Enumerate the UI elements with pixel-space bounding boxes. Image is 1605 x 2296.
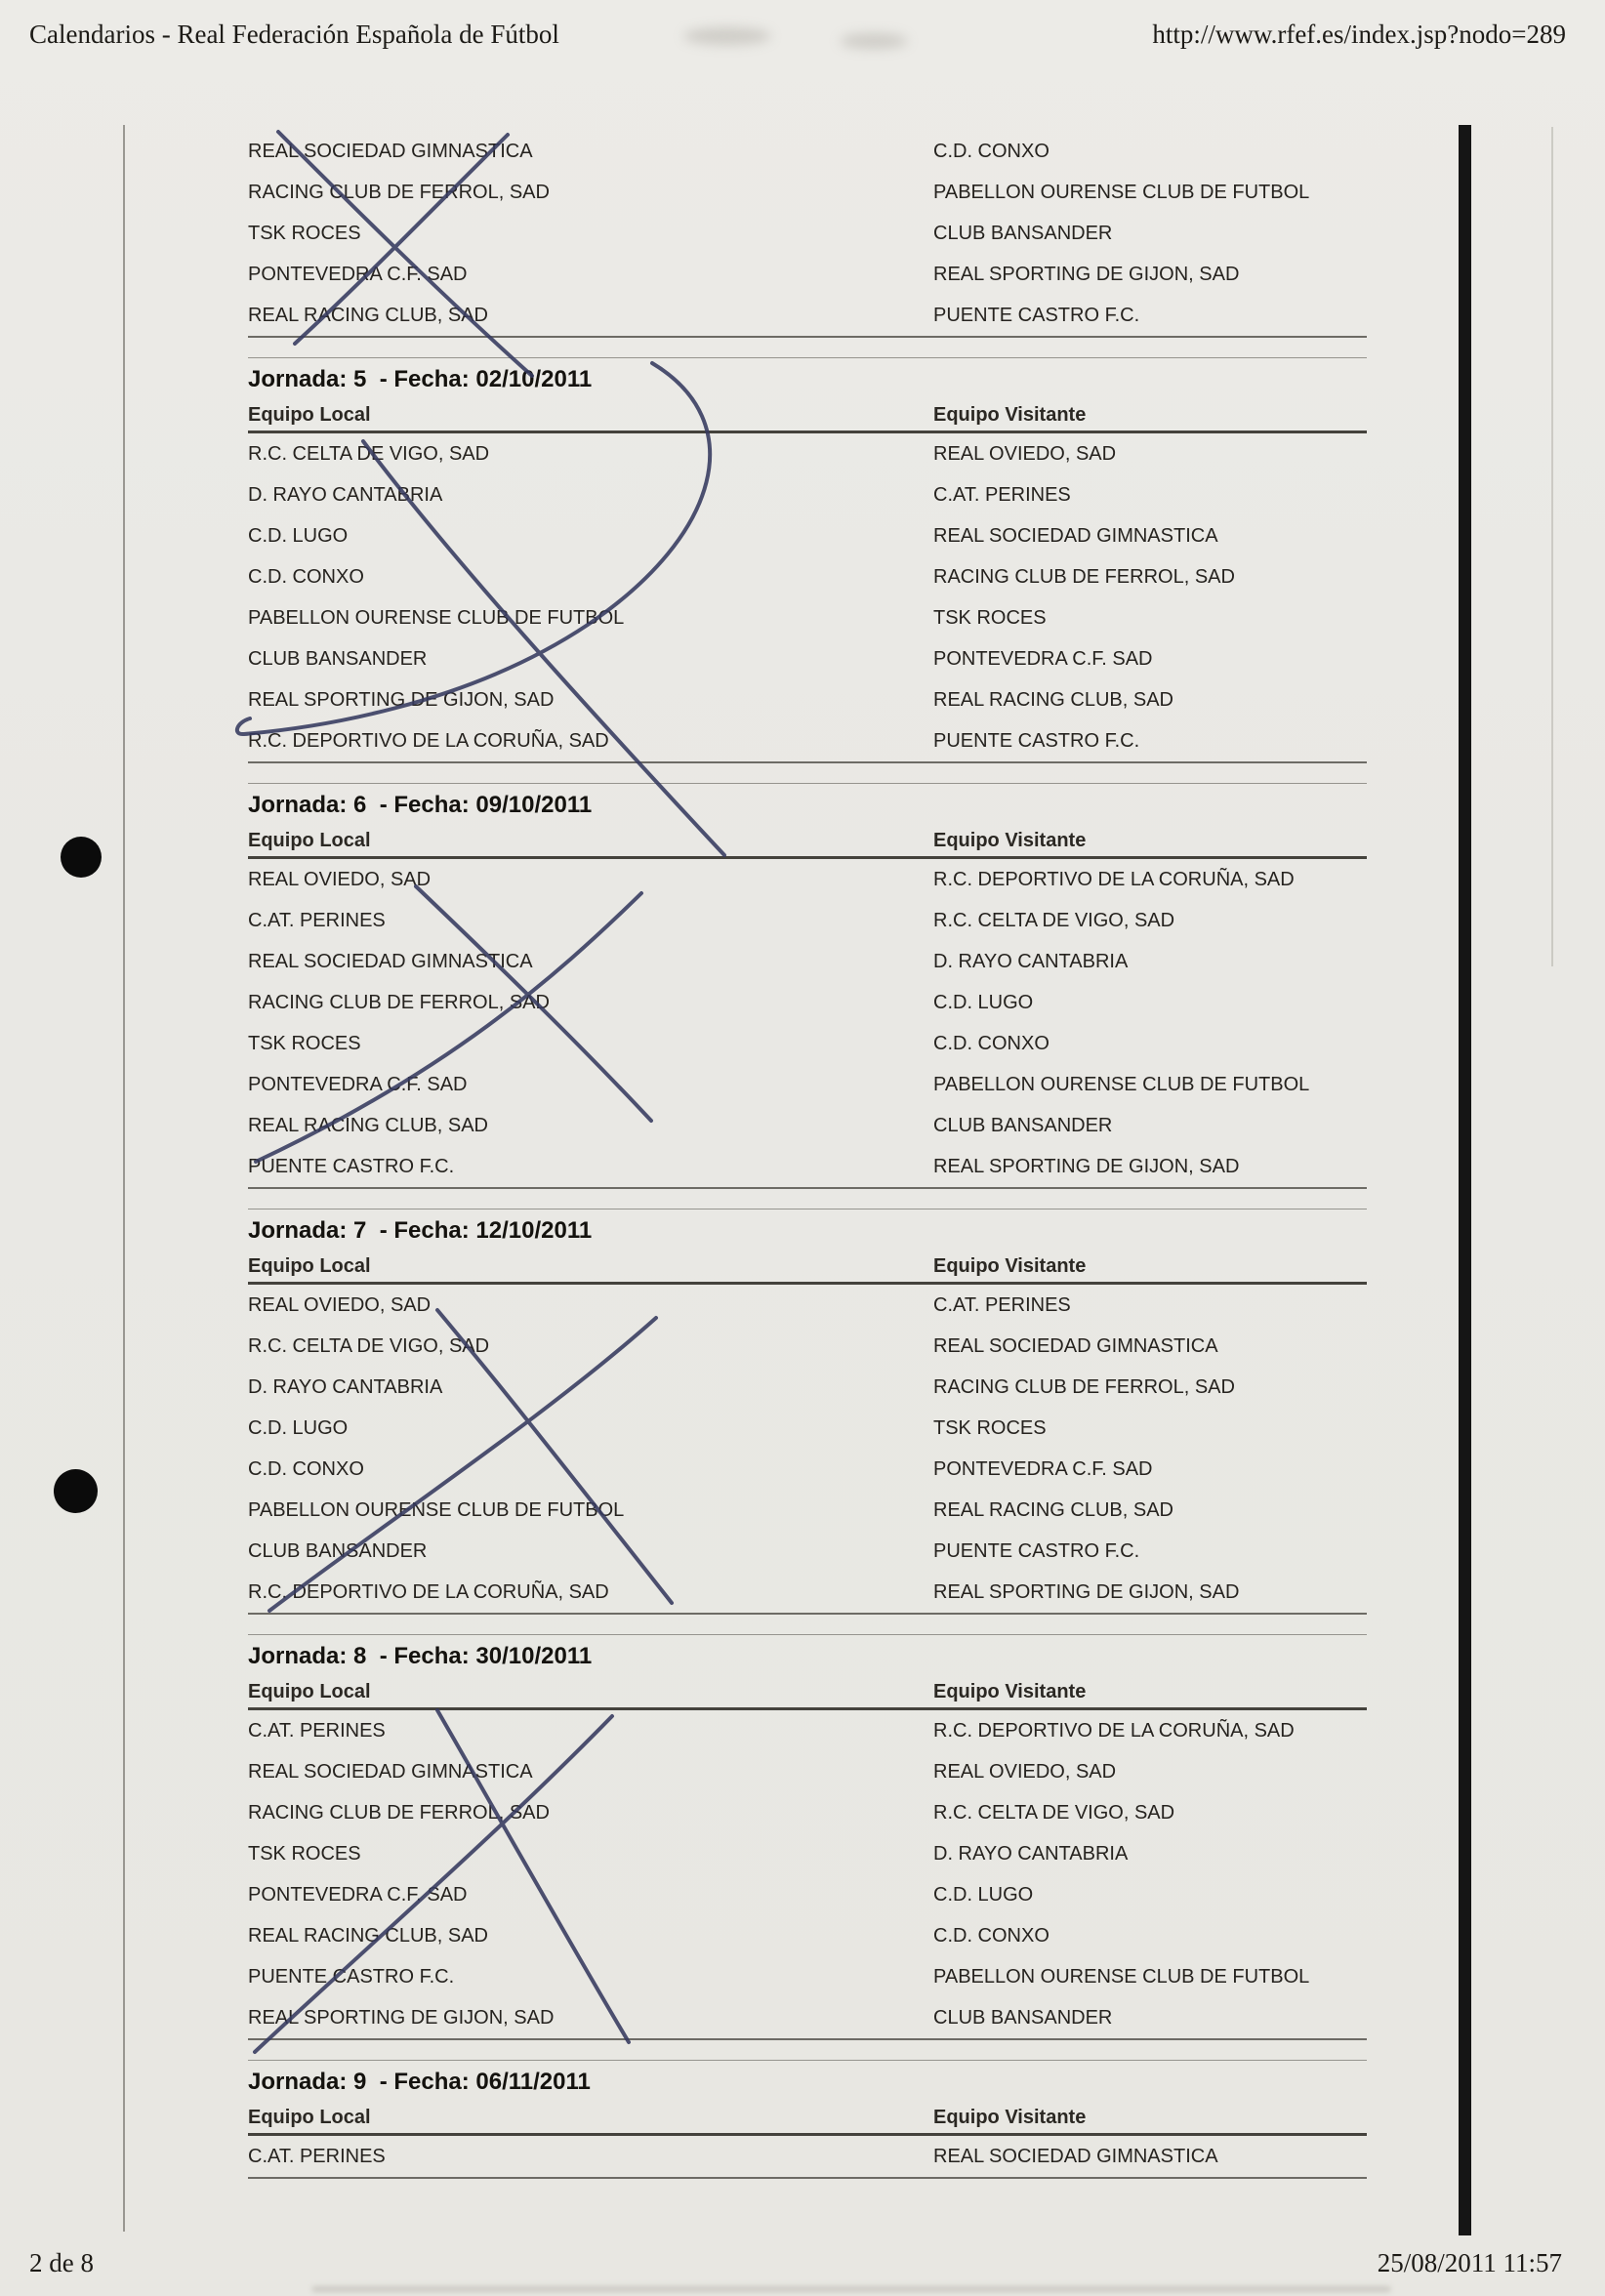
local-team-cell: TSK ROCES <box>248 1033 361 1054</box>
visitante-team-cell: CLUB BANSANDER <box>933 223 1113 244</box>
visitante-team-cell: D. RAYO CANTABRIA <box>933 1843 1129 1865</box>
local-team-cell: PONTEVEDRA C.F. SAD <box>248 1074 468 1095</box>
match-row <box>248 1751 1367 1792</box>
jornada-rows <box>248 1285 1367 1615</box>
visitante-team-cell: PABELLON OURENSE CLUB DE FUTBOL <box>933 1966 1310 1988</box>
carryover-rows <box>248 131 1367 336</box>
carryover-table <box>248 131 1367 338</box>
match-row <box>248 1146 1367 1187</box>
jornada-rows <box>248 1710 1367 2040</box>
local-team-cell: CLUB BANSANDER <box>248 1540 428 1562</box>
visitante-team-cell: PONTEVEDRA C.F. SAD <box>933 1458 1153 1480</box>
local-team-cell: PONTEVEDRA C.F. SAD <box>248 1884 468 1906</box>
visitante-team-cell: TSK ROCES <box>933 1417 1047 1439</box>
match-row <box>248 433 1367 474</box>
local-team-cell: REAL OVIEDO, SAD <box>248 869 432 890</box>
jornada-section <box>248 1634 1367 2040</box>
match-row <box>248 131 1367 172</box>
column-headers <box>248 825 1367 859</box>
visitante-team-cell: REAL SOCIEDAD GIMNASTICA <box>933 2146 1218 2167</box>
match-row <box>248 1792 1367 1833</box>
jornada-title: Jornada: 8 - Fecha: 30/10/2011 <box>248 1643 593 1669</box>
local-team-cell: CLUB BANSANDER <box>248 648 428 670</box>
visitante-team-cell: REAL SPORTING DE GIJON, SAD <box>933 1581 1240 1603</box>
print-header <box>29 20 1566 50</box>
local-team-cell: R.C. CELTA DE VIGO, SAD <box>248 1335 490 1357</box>
local-team-cell: REAL RACING CLUB, SAD <box>248 305 488 326</box>
visitante-team-cell: PABELLON OURENSE CLUB DE FUTBOL <box>933 182 1310 203</box>
match-row <box>248 720 1367 761</box>
jornada-rows <box>248 433 1367 763</box>
local-team-cell: RACING CLUB DE FERROL, SAD <box>248 992 550 1013</box>
local-team-cell: R.C. CELTA DE VIGO, SAD <box>248 443 490 465</box>
column-headers <box>248 1250 1367 1285</box>
match-row <box>248 2136 1367 2177</box>
local-team-cell: C.D. LUGO <box>248 1417 349 1439</box>
match-row <box>248 1285 1367 1326</box>
local-team-cell: TSK ROCES <box>248 1843 361 1865</box>
visitante-team-cell: R.C. DEPORTIVO DE LA CORUÑA, SAD <box>933 1720 1295 1742</box>
visitante-team-cell: PONTEVEDRA C.F. SAD <box>933 648 1153 670</box>
match-row <box>248 556 1367 597</box>
jornadas-container <box>248 357 1367 2179</box>
match-row <box>248 172 1367 213</box>
visitante-team-cell: PUENTE CASTRO F.C. <box>933 730 1140 752</box>
visitante-team-cell: C.D. LUGO <box>933 1884 1034 1906</box>
match-row <box>248 1956 1367 1997</box>
local-team-cell: TSK ROCES <box>248 223 361 244</box>
local-team-cell: REAL SPORTING DE GIJON, SAD <box>248 689 555 711</box>
local-team-cell: PABELLON OURENSE CLUB DE FUTBOL <box>248 1499 625 1521</box>
local-team-cell: C.D. CONXO <box>248 1458 364 1480</box>
local-team-cell: R.C. DEPORTIVO DE LA CORUÑA, SAD <box>248 730 609 752</box>
jornada-section <box>248 357 1367 763</box>
jornada-title: Jornada: 5 - Fecha: 02/10/2011 <box>248 366 593 392</box>
match-row <box>248 474 1367 515</box>
local-team-cell: PUENTE CASTRO F.C. <box>248 1966 455 1988</box>
document-title: Calendarios - Real Federación Española de Fútbol <box>29 20 559 49</box>
match-row <box>248 900 1367 941</box>
match-row <box>248 213 1367 254</box>
match-row <box>248 295 1367 336</box>
visitante-team-cell: PUENTE CASTRO F.C. <box>933 305 1140 326</box>
match-row <box>248 1997 1367 2038</box>
print-footer <box>29 2248 1562 2278</box>
col-header-local: Equipo Local <box>248 1255 371 1277</box>
match-row <box>248 597 1367 638</box>
col-header-visitante: Equipo Visitante <box>933 404 1087 426</box>
match-row <box>248 1572 1367 1613</box>
match-row <box>248 638 1367 679</box>
jornada-section <box>248 2060 1367 2179</box>
visitante-team-cell: REAL RACING CLUB, SAD <box>933 1499 1173 1521</box>
match-row <box>248 1833 1367 1874</box>
column-headers <box>248 2102 1367 2136</box>
document-url: http://www.rfef.es/index.jsp?nodo=289 <box>1152 20 1566 49</box>
local-team-cell: PONTEVEDRA C.F. SAD <box>248 264 468 285</box>
local-team-cell: C.D. LUGO <box>248 525 349 547</box>
visitante-team-cell: REAL SOCIEDAD GIMNASTICA <box>933 525 1218 547</box>
local-team-cell: D. RAYO CANTABRIA <box>248 484 443 506</box>
jornada-title: Jornada: 9 - Fecha: 06/11/2011 <box>248 2069 591 2095</box>
local-team-cell: PABELLON OURENSE CLUB DE FUTBOL <box>248 607 625 629</box>
scan-artifact-line <box>1551 127 1553 966</box>
calendar-content <box>248 131 1367 2179</box>
page-number: 2 de 8 <box>29 2248 94 2277</box>
col-header-local: Equipo Local <box>248 1681 371 1702</box>
local-team-cell: D. RAYO CANTABRIA <box>248 1376 443 1398</box>
jornada-rows <box>248 859 1367 1189</box>
local-team-cell: RACING CLUB DE FERROL, SAD <box>248 1802 550 1824</box>
local-team-cell: REAL SPORTING DE GIJON, SAD <box>248 2007 555 2029</box>
visitante-team-cell: D. RAYO CANTABRIA <box>933 951 1129 972</box>
visitante-team-cell: REAL RACING CLUB, SAD <box>933 689 1173 711</box>
match-row <box>248 1023 1367 1064</box>
visitante-team-cell: C.D. LUGO <box>933 992 1034 1013</box>
visitante-team-cell: REAL SOCIEDAD GIMNASTICA <box>933 1335 1218 1357</box>
local-team-cell: C.D. CONXO <box>248 566 364 588</box>
visitante-team-cell: CLUB BANSANDER <box>933 1115 1113 1136</box>
visitante-team-cell: R.C. CELTA DE VIGO, SAD <box>933 1802 1175 1824</box>
local-team-cell: REAL OVIEDO, SAD <box>248 1294 432 1316</box>
match-row <box>248 1710 1367 1751</box>
local-team-cell: C.AT. PERINES <box>248 1720 386 1742</box>
visitante-team-cell: REAL OVIEDO, SAD <box>933 1761 1117 1783</box>
visitante-team-cell: R.C. DEPORTIVO DE LA CORUÑA, SAD <box>933 869 1295 890</box>
match-row <box>248 1449 1367 1490</box>
match-row <box>248 1490 1367 1531</box>
match-row <box>248 859 1367 900</box>
match-row <box>248 1367 1367 1408</box>
jornada-section <box>248 783 1367 1189</box>
jornada-rows <box>248 2136 1367 2179</box>
visitante-team-cell: C.D. CONXO <box>933 1925 1049 1947</box>
col-header-local: Equipo Local <box>248 404 371 426</box>
scan-smudge <box>312 2286 1390 2292</box>
visitante-team-cell: RACING CLUB DE FERROL, SAD <box>933 1376 1235 1398</box>
match-row <box>248 1531 1367 1572</box>
col-header-local: Equipo Local <box>248 830 371 851</box>
match-row <box>248 1064 1367 1105</box>
match-row <box>248 515 1367 556</box>
col-header-visitante: Equipo Visitante <box>933 830 1087 851</box>
match-row <box>248 254 1367 295</box>
visitante-team-cell: C.AT. PERINES <box>933 484 1071 506</box>
visitante-team-cell: R.C. CELTA DE VIGO, SAD <box>933 910 1175 931</box>
visitante-team-cell: TSK ROCES <box>933 607 1047 629</box>
local-team-cell: REAL SOCIEDAD GIMNASTICA <box>248 951 533 972</box>
match-row <box>248 1105 1367 1146</box>
match-row <box>248 941 1367 982</box>
local-team-cell: REAL SOCIEDAD GIMNASTICA <box>248 1761 533 1783</box>
visitante-team-cell: C.AT. PERINES <box>933 1294 1071 1316</box>
local-team-cell: REAL SOCIEDAD GIMNASTICA <box>248 141 533 162</box>
page-edge-line <box>123 125 125 2232</box>
visitante-team-cell: CLUB BANSANDER <box>933 2007 1113 2029</box>
scan-artifact-bar <box>1459 125 1471 2235</box>
match-row <box>248 679 1367 720</box>
local-team-cell: PUENTE CASTRO F.C. <box>248 1156 455 1177</box>
jornada-section <box>248 1209 1367 1615</box>
column-headers <box>248 1676 1367 1710</box>
jornada-title: Jornada: 7 - Fecha: 12/10/2011 <box>248 1217 593 1244</box>
jornada-title: Jornada: 6 - Fecha: 09/10/2011 <box>248 792 593 818</box>
hole-punch-mark <box>54 1469 98 1513</box>
visitante-team-cell: REAL OVIEDO, SAD <box>933 443 1117 465</box>
print-timestamp: 25/08/2011 11:57 <box>1377 2248 1562 2277</box>
col-header-local: Equipo Local <box>248 2107 371 2128</box>
local-team-cell: REAL RACING CLUB, SAD <box>248 1115 488 1136</box>
match-row <box>248 1874 1367 1915</box>
local-team-cell: C.AT. PERINES <box>248 910 386 931</box>
visitante-team-cell: C.D. CONXO <box>933 1033 1049 1054</box>
local-team-cell: RACING CLUB DE FERROL, SAD <box>248 182 550 203</box>
col-header-visitante: Equipo Visitante <box>933 2107 1087 2128</box>
match-row <box>248 1915 1367 1956</box>
visitante-team-cell: PUENTE CASTRO F.C. <box>933 1540 1140 1562</box>
match-row <box>248 1408 1367 1449</box>
visitante-team-cell: C.D. CONXO <box>933 141 1049 162</box>
visitante-team-cell: REAL SPORTING DE GIJON, SAD <box>933 1156 1240 1177</box>
local-team-cell: R.C. DEPORTIVO DE LA CORUÑA, SAD <box>248 1581 609 1603</box>
col-header-visitante: Equipo Visitante <box>933 1255 1087 1277</box>
visitante-team-cell: PABELLON OURENSE CLUB DE FUTBOL <box>933 1074 1310 1095</box>
column-headers <box>248 399 1367 433</box>
col-header-visitante: Equipo Visitante <box>933 1681 1087 1702</box>
visitante-team-cell: REAL SPORTING DE GIJON, SAD <box>933 264 1240 285</box>
match-row <box>248 1326 1367 1367</box>
hole-punch-mark <box>61 837 102 878</box>
match-row <box>248 982 1367 1023</box>
local-team-cell: REAL RACING CLUB, SAD <box>248 1925 488 1947</box>
local-team-cell: C.AT. PERINES <box>248 2146 386 2167</box>
visitante-team-cell: RACING CLUB DE FERROL, SAD <box>933 566 1235 588</box>
